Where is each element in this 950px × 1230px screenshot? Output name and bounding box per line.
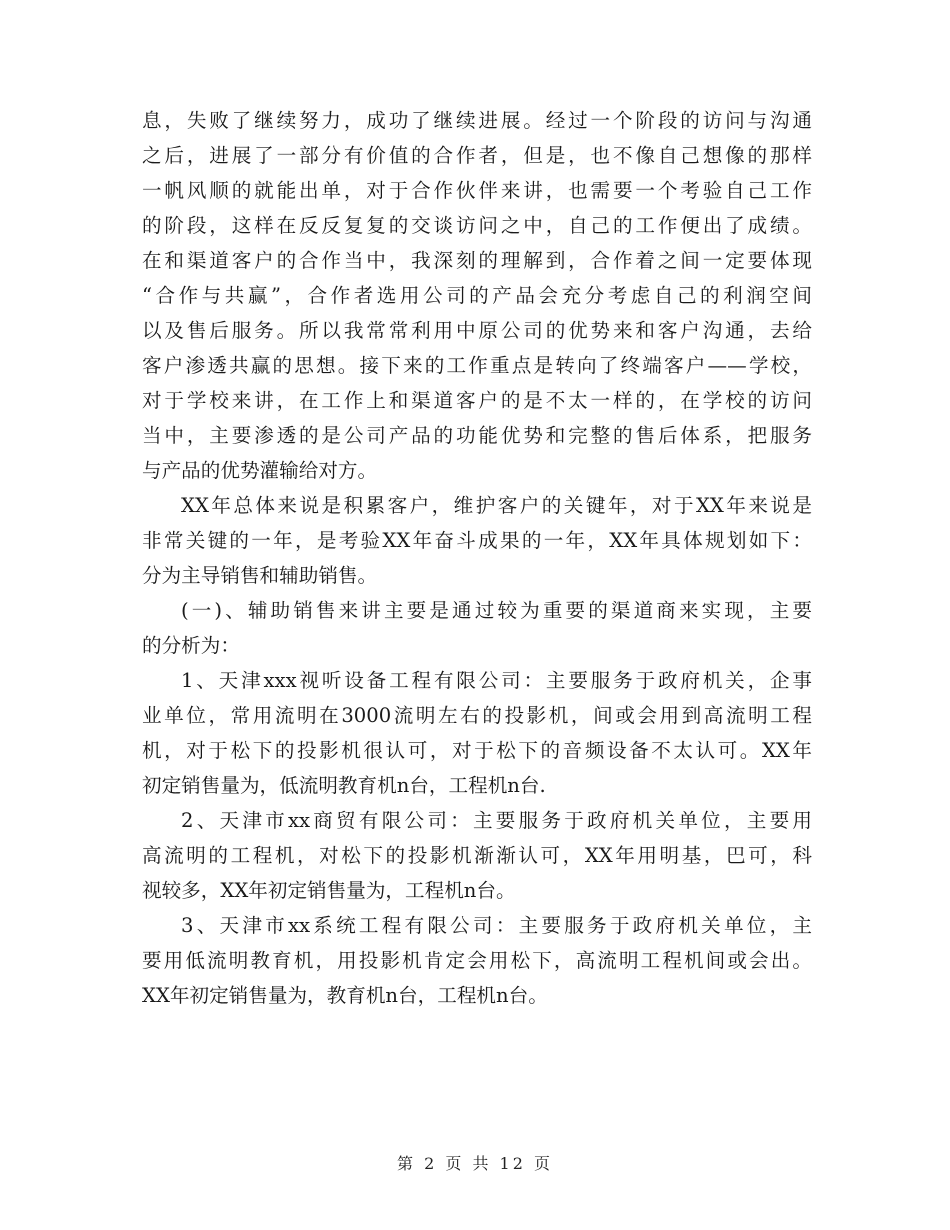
- text-line: (一)、辅助销售来讲主要是通过较为重要的渠道商来实现，主要: [181, 599, 812, 622]
- text-line: XX年总体来说是积累客户，维护客户的关键年，对于XX年来说是: [181, 494, 812, 517]
- text-line: 之后，进展了一部分有价值的合作者，但是，也不像自己想像的那样: [142, 144, 812, 167]
- text-line: 以及售后服务。所以我常常利用中原公司的优势来和客户沟通，去给: [142, 319, 812, 342]
- text-line: 与产品的优势灌输给对方。: [142, 459, 378, 482]
- text-line: 机，对于松下的投影机很认可，对于松下的音频设备不太认可。XX年: [142, 739, 812, 762]
- paragraph: [142, 488, 812, 593]
- paragraph: [142, 803, 812, 908]
- paragraph: [142, 908, 812, 1013]
- text-line: 分为主导销售和辅助销售。: [142, 564, 378, 587]
- text-line: 高流明的工程机，对松下的投影机渐渐认可，XX年用明基，巴可，科: [142, 844, 812, 867]
- text-line: 1、天津xxx视听设备工程有限公司：主要服务于政府机关，企事: [181, 669, 812, 692]
- text-line: 非常关键的一年，是考验XX年奋斗成果的一年，XX年具体规划如下：: [142, 529, 812, 552]
- text-line: 要用低流明教育机，用投影机肯定会用松下，高流明工程机间或会出。: [142, 949, 812, 972]
- document-body: [142, 103, 812, 1013]
- text-line: 初定销售量为，低流明教育机n台，工程机n台.: [142, 774, 546, 797]
- text-line: XX年初定销售量为，教育机n台，工程机n台。: [142, 984, 548, 1007]
- paragraph: [142, 103, 812, 488]
- text-line: 在和渠道客户的合作当中，我深刻的理解到，合作着之间一定要体现: [142, 249, 812, 272]
- text-line: 对于学校来讲，在工作上和渠道客户的是不太一样的，在学校的访问: [142, 389, 812, 412]
- paragraph: [142, 593, 812, 663]
- text-line: 客户渗透共赢的思想。接下来的工作重点是转向了终端客户——学校，: [142, 354, 812, 377]
- text-line: 视较多，XX年初定销售量为，工程机n台。: [142, 879, 516, 902]
- text-line: 的阶段，这样在反反复复的交谈访问之中，自己的工作便出了成绩。: [142, 214, 812, 237]
- paragraph: [142, 663, 812, 803]
- page-footer: 第 2 页 共 12 页: [397, 1154, 553, 1173]
- text-line: 2、天津市xx商贸有限公司：主要服务于政府机关单位，主要用: [181, 809, 812, 832]
- text-line: 的分析为：: [142, 634, 240, 657]
- text-line: “合作与共赢”，合作者选用公司的产品会充分考虑自己的利润空间: [142, 284, 812, 307]
- text-line: 业单位，常用流明在3000流明左右的投影机，间或会用到高流明工程: [142, 704, 812, 727]
- text-line: 息，失败了继续努力，成功了继续进展。经过一个阶段的访问与沟通: [142, 109, 812, 132]
- text-line: 3、天津市xx系统工程有限公司：主要服务于政府机关单位，主: [181, 914, 812, 937]
- text-line: 一帆风顺的就能出单，对于合作伙伴来讲，也需要一个考验自己工作: [142, 179, 812, 202]
- text-line: 当中，主要渗透的是公司产品的功能优势和完整的售后体系，把服务: [142, 424, 812, 447]
